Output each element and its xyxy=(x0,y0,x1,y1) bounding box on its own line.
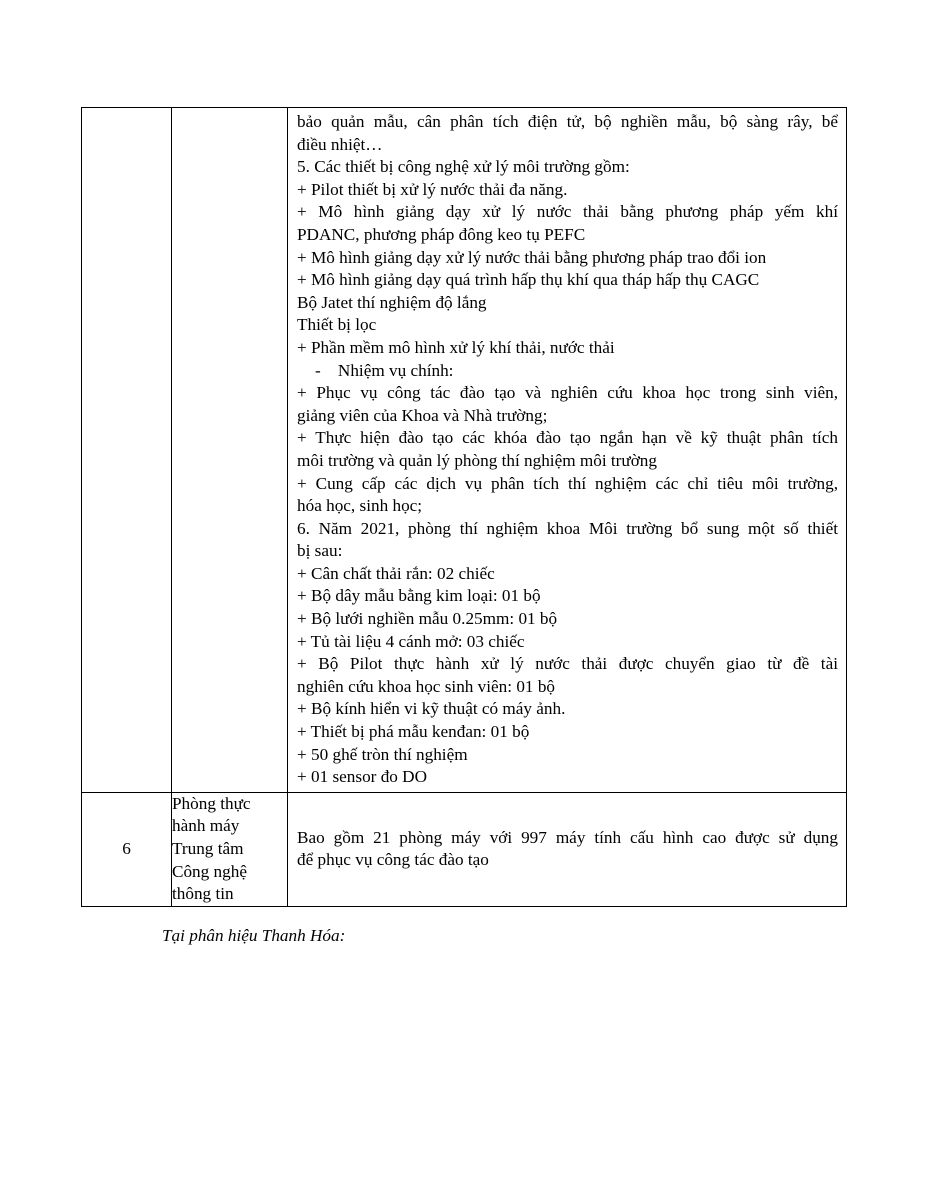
text-line: 6. Năm 2021, phòng thí nghiệm khoa Môi trường bổ sung một số thiết xyxy=(297,518,838,538)
text-line: + Thiết bị phá mẫu kenđan: 01 bộ xyxy=(297,722,530,742)
text-line: + Bộ kính hiển vi kỹ thuật có máy ảnh. xyxy=(297,699,566,719)
text-line: môi trường và quản lý phòng thí nghiệm môi trường xyxy=(297,450,657,470)
facilities-table xyxy=(81,107,847,907)
text-line: điều nhiệt… xyxy=(297,134,383,154)
text-line: hóa học, sinh học; xyxy=(297,496,423,516)
text-line: nghiên cứu khoa học sinh viên: 01 bộ xyxy=(297,676,556,696)
description-cell xyxy=(288,792,847,906)
text-line: - Nhiệm vụ chính: xyxy=(315,360,454,380)
text-line: + Cung cấp các dịch vụ phân tích thí nghiệm các chỉ tiêu môi trường, xyxy=(297,473,838,493)
room-name-line: Trung tâm xyxy=(172,839,244,858)
text-line: + Pilot thiết bị xử lý nước thải đa năng. xyxy=(297,179,568,199)
text-line: Bao gồm 21 phòng máy với 997 máy tính cấu hình cao được sử dụng xyxy=(297,827,838,847)
description-text xyxy=(288,108,846,792)
description-cell xyxy=(288,108,847,793)
text-line: bảo quản mẫu, cân phân tích điện tử, bộ nghiền mẫu, bộ sàng rây, bể xyxy=(297,112,838,131)
text-line: + 01 sensor đo DO xyxy=(297,767,427,787)
text-line: + Bộ Pilot thực hành xử lý nước thải được chuyển giao từ đề tài xyxy=(297,654,838,674)
text-line: + 50 ghế tròn thí nghiệm xyxy=(297,744,468,764)
description-text xyxy=(288,819,846,880)
text-line: + Bộ lưới nghiền mẫu 0.25mm: 01 bộ xyxy=(297,609,558,629)
text-line: + Thực hiện đào tạo các khóa đào tạo ngắn hạn về kỹ thuật phân tích xyxy=(297,428,838,448)
stt-cell: 6 xyxy=(82,792,172,906)
room-name-cell xyxy=(172,792,288,906)
stt-cell xyxy=(82,108,172,793)
text-line: + Phần mềm mô hình xử lý khí thải, nước thải xyxy=(297,337,615,357)
room-name-line: hành máy xyxy=(172,816,240,836)
text-line: để phục vụ công tác đào tạo xyxy=(297,850,489,870)
text-line: 5. Các thiết bị công nghệ xử lý môi trường gồm: xyxy=(297,157,630,177)
room-name-line: Phòng thực xyxy=(172,793,251,813)
room-name-line: thông tin xyxy=(172,884,234,904)
text-line: PDANC, phương pháp đông keo tụ PEFC xyxy=(297,224,586,244)
room-name-cell xyxy=(172,108,288,793)
room-name-text xyxy=(172,793,287,906)
text-line: Thiết bị lọc xyxy=(297,315,377,335)
table-row xyxy=(82,108,847,793)
text-line: + Bộ dây mẫu bằng kim loại: 01 bộ xyxy=(297,586,541,606)
text-line: giảng viên của Khoa và Nhà trường; xyxy=(297,405,548,425)
room-name-line: Công nghệ xyxy=(172,861,247,881)
table-row xyxy=(82,792,847,906)
text-line: + Mô hình giảng dạy xử lý nước thải bằng phương pháp yếm khí xyxy=(297,202,838,222)
text-line: bị sau: xyxy=(297,541,343,561)
text-line: + Tủ tài liệu 4 cánh mở: 03 chiếc xyxy=(297,631,525,651)
text-line: + Cân chất thải rắn: 02 chiếc xyxy=(297,563,495,583)
text-line: + Phục vụ công tác đào tạo và nghiên cứu khoa học trong sinh viên, xyxy=(297,383,838,403)
text-line: + Mô hình giảng dạy xử lý nước thải bằng phương pháp trao đổi ion xyxy=(297,247,767,267)
text-line: + Mô hình giảng dạy quá trình hấp thụ khí qua tháp hấp thụ CAGC xyxy=(297,270,760,290)
section-note: Tại phân hiệu Thanh Hóa: xyxy=(162,926,346,945)
text-line: Bộ Jatet thí nghiệm độ lắng xyxy=(297,292,487,312)
